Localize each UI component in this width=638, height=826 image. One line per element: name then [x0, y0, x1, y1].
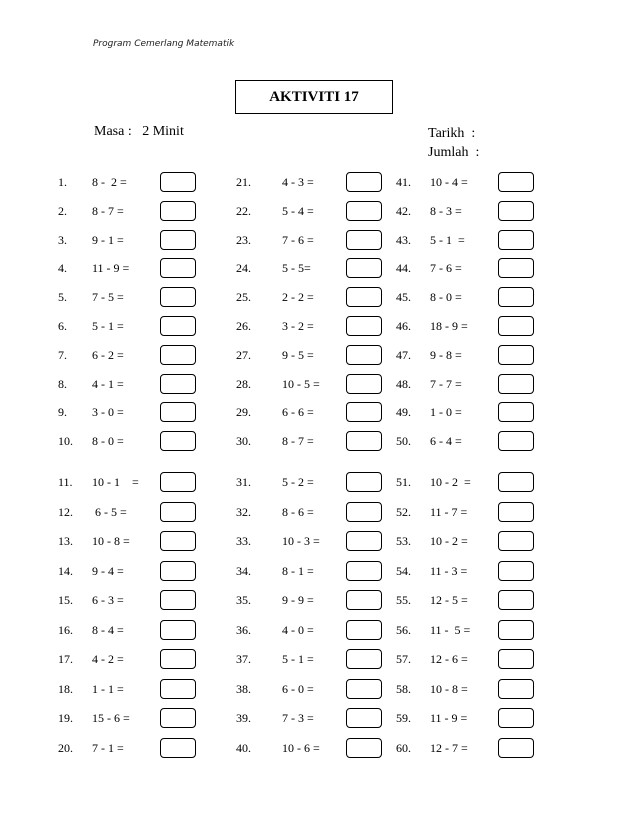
problem-number: 2.: [58, 203, 67, 218]
answer-box[interactable]: [346, 620, 382, 640]
problem-number: 29.: [236, 405, 251, 420]
problem-number: 54.: [396, 563, 411, 578]
answer-box[interactable]: [346, 708, 382, 728]
answer-box[interactable]: [498, 649, 534, 669]
problem-expression: 7 - 1 =: [92, 740, 124, 755]
answer-box[interactable]: [346, 590, 382, 610]
answer-box[interactable]: [346, 287, 382, 307]
problem-number: 53.: [396, 534, 411, 548]
problem-expression: 8 - 7 =: [92, 203, 124, 218]
page-title: AKTIVITI 17: [269, 88, 359, 105]
problem-number: 5.: [58, 290, 67, 305]
answer-box[interactable]: [160, 374, 196, 394]
problem-expression: 9 - 5 =: [282, 347, 314, 362]
problem-number: 39.: [236, 711, 251, 725]
answer-box[interactable]: [346, 531, 382, 551]
answer-box[interactable]: [160, 502, 196, 522]
problem-expression: 6 - 3 =: [92, 593, 124, 607]
problem-expression: 18 - 9 =: [430, 319, 468, 333]
answer-box[interactable]: [160, 679, 196, 699]
answer-box[interactable]: [498, 172, 534, 192]
answer-box[interactable]: [498, 679, 534, 699]
problem-expression: 9 - 8 =: [430, 347, 462, 362]
answer-box[interactable]: [498, 316, 534, 336]
answer-box[interactable]: [346, 374, 382, 394]
answer-box[interactable]: [160, 316, 196, 336]
problem-number: 25.: [236, 290, 251, 305]
problem-number: 15.: [58, 593, 73, 607]
answer-box[interactable]: [498, 287, 534, 307]
problem-number: 48.: [396, 376, 411, 391]
problem-number: 45.: [396, 290, 411, 305]
problem-number: 7.: [58, 347, 67, 362]
answer-box[interactable]: [498, 201, 534, 221]
answer-box[interactable]: [160, 472, 196, 492]
problem-expression: 2 - 2 =: [282, 290, 314, 305]
problem-expression: 4 - 2 =: [92, 652, 124, 666]
problem-expression: 11 - 3 =: [430, 563, 468, 578]
problem-number: 30.: [236, 434, 251, 449]
problem-number: 37.: [236, 652, 251, 666]
answer-box[interactable]: [346, 345, 382, 365]
problem-expression: 12 - 7 =: [430, 740, 468, 755]
problem-number: 3.: [58, 232, 67, 247]
problem-expression: 5 - 1 =: [430, 232, 465, 247]
problem-number: 56.: [396, 622, 411, 637]
problem-number: 51.: [396, 475, 411, 489]
problem-number: 23.: [236, 232, 251, 247]
problem-expression: 9 - 9 =: [282, 593, 314, 607]
problem-expression: 7 - 6 =: [430, 261, 462, 276]
problem-number: 44.: [396, 261, 411, 276]
problem-number: 18.: [58, 681, 73, 696]
problem-number: 8.: [58, 376, 67, 391]
problem-expression: 11 - 9 =: [430, 711, 468, 725]
answer-box[interactable]: [346, 316, 382, 336]
answer-box[interactable]: [346, 561, 382, 581]
problem-number: 19.: [58, 711, 73, 725]
problem-number: 24.: [236, 261, 251, 276]
problem-expression: 5 - 1 =: [282, 652, 314, 666]
problem-expression: 15 - 6 =: [92, 711, 130, 725]
problem-expression: 10 - 1 =: [92, 475, 139, 489]
answer-box[interactable]: [346, 230, 382, 250]
problem-expression: 4 - 0 =: [282, 622, 314, 637]
answer-box[interactable]: [160, 402, 196, 422]
problem-expression: 11 - 7 =: [430, 504, 468, 519]
problem-expression: 12 - 6 =: [430, 652, 468, 666]
problem-expression: 10 - 5 =: [282, 376, 320, 391]
problem-expression: 9 - 1 =: [92, 232, 124, 247]
problem-expression: 10 - 3 =: [282, 534, 320, 548]
problem-expression: 6 - 6 =: [282, 405, 314, 420]
problem-number: 4.: [58, 261, 67, 276]
problem-number: 13.: [58, 534, 73, 548]
problem-expression: 10 - 2 =: [430, 534, 468, 548]
answer-box[interactable]: [498, 345, 534, 365]
problem-number: 6.: [58, 319, 67, 333]
problem-expression: 5 - 4 =: [282, 203, 314, 218]
problem-number: 16.: [58, 622, 73, 637]
answer-box[interactable]: [160, 345, 196, 365]
problem-expression: 8 - 0 =: [92, 434, 124, 449]
problem-expression: 5 - 5=: [282, 261, 311, 276]
problem-number: 28.: [236, 376, 251, 391]
answer-box[interactable]: [346, 502, 382, 522]
problem-expression: 6 - 0 =: [282, 681, 314, 696]
problem-expression: 9 - 4 =: [92, 563, 124, 578]
program-header: Program Cemerlang Matematik: [93, 39, 235, 49]
problem-number: 33.: [236, 534, 251, 548]
answer-box[interactable]: [160, 172, 196, 192]
problem-expression: 10 - 8 =: [430, 681, 468, 696]
problem-number: 21.: [236, 175, 251, 189]
problem-number: 49.: [396, 405, 411, 420]
date-label: Tarikh :: [428, 126, 476, 141]
answer-box[interactable]: [498, 531, 534, 551]
answer-box[interactable]: [160, 561, 196, 581]
problem-expression: 5 - 2 =: [282, 475, 314, 489]
problem-number: 43.: [396, 232, 411, 247]
problem-number: 22.: [236, 203, 251, 218]
problem-expression: 3 - 0 =: [92, 405, 124, 420]
problem-expression: 11 - 5 =: [430, 622, 471, 637]
answer-box[interactable]: [160, 738, 196, 758]
problem-expression: 3 - 2 =: [282, 319, 314, 333]
problem-number: 17.: [58, 652, 73, 666]
problem-expression: 7 - 7 =: [430, 376, 462, 391]
problem-expression: 11 - 9 =: [92, 261, 130, 276]
answer-box[interactable]: [346, 649, 382, 669]
problem-number: 58.: [396, 681, 411, 696]
problem-number: 20.: [58, 740, 73, 755]
problem-expression: 6 - 2 =: [92, 347, 124, 362]
problem-expression: 6 - 4 =: [430, 434, 462, 449]
answer-box[interactable]: [498, 472, 534, 492]
problem-expression: 10 - 6 =: [282, 740, 320, 755]
answer-box[interactable]: [498, 738, 534, 758]
answer-box[interactable]: [346, 201, 382, 221]
answer-box[interactable]: [160, 431, 196, 451]
problem-number: 1.: [58, 175, 67, 189]
problem-number: 60.: [396, 740, 411, 755]
problem-number: 34.: [236, 563, 251, 578]
answer-box[interactable]: [160, 201, 196, 221]
answer-box[interactable]: [160, 258, 196, 278]
problem-number: 59.: [396, 711, 411, 725]
problem-expression: 6 - 5 =: [92, 504, 127, 519]
problem-expression: 4 - 1 =: [92, 376, 124, 391]
time-limit-label: Masa : 2 Minit: [94, 124, 184, 139]
answer-box[interactable]: [498, 708, 534, 728]
problem-expression: 7 - 6 =: [282, 232, 314, 247]
problem-number: 11.: [58, 475, 73, 489]
problem-expression: 7 - 5 =: [92, 290, 124, 305]
problem-number: 27.: [236, 347, 251, 362]
answer-box[interactable]: [498, 590, 534, 610]
answer-box[interactable]: [498, 258, 534, 278]
problem-expression: 10 - 4 =: [430, 175, 468, 189]
answer-box[interactable]: [498, 431, 534, 451]
problem-number: 50.: [396, 434, 411, 449]
answer-box[interactable]: [160, 708, 196, 728]
problem-number: 31.: [236, 475, 251, 489]
problem-number: 46.: [396, 319, 411, 333]
problem-expression: 10 - 8 =: [92, 534, 130, 548]
problem-number: 38.: [236, 681, 251, 696]
problem-number: 9.: [58, 405, 67, 420]
answer-box[interactable]: [160, 620, 196, 640]
answer-box[interactable]: [346, 402, 382, 422]
problem-expression: 8 - 2 =: [92, 175, 127, 189]
problem-expression: 8 - 4 =: [92, 622, 124, 637]
answer-box[interactable]: [160, 531, 196, 551]
answer-box[interactable]: [498, 620, 534, 640]
answer-box[interactable]: [346, 679, 382, 699]
answer-box[interactable]: [160, 590, 196, 610]
answer-box[interactable]: [346, 738, 382, 758]
problem-number: 41.: [396, 175, 411, 189]
problem-number: 35.: [236, 593, 251, 607]
problem-expression: 10 - 2 =: [430, 475, 471, 489]
answer-box[interactable]: [346, 172, 382, 192]
problem-number: 10.: [58, 434, 73, 449]
answer-box[interactable]: [346, 472, 382, 492]
answer-box[interactable]: [498, 374, 534, 394]
problem-expression: 8 - 1 =: [282, 563, 314, 578]
total-label: Jumlah :: [428, 145, 480, 160]
answer-box[interactable]: [160, 287, 196, 307]
problem-number: 12.: [58, 504, 73, 519]
problem-number: 14.: [58, 563, 73, 578]
problem-expression: 7 - 3 =: [282, 711, 314, 725]
problem-number: 36.: [236, 622, 251, 637]
answer-box[interactable]: [498, 402, 534, 422]
problem-expression: 5 - 1 =: [92, 319, 124, 333]
problem-number: 52.: [396, 504, 411, 519]
problem-expression: 8 - 3 =: [430, 203, 462, 218]
problem-expression: 12 - 5 =: [430, 593, 468, 607]
problem-expression: 8 - 7 =: [282, 434, 314, 449]
problem-expression: 1 - 1 =: [92, 681, 124, 696]
problem-expression: 1 - 0 =: [430, 405, 462, 420]
problem-number: 26.: [236, 319, 251, 333]
problem-number: 32.: [236, 504, 251, 519]
problem-expression: 4 - 3 =: [282, 175, 314, 189]
problem-number: 42.: [396, 203, 411, 218]
problem-expression: 8 - 0 =: [430, 290, 462, 305]
problem-number: 47.: [396, 347, 411, 362]
problem-expression: 8 - 6 =: [282, 504, 314, 519]
answer-box[interactable]: [498, 561, 534, 581]
problem-number: 57.: [396, 652, 411, 666]
answer-box[interactable]: [160, 230, 196, 250]
answer-box[interactable]: [346, 431, 382, 451]
answer-box[interactable]: [498, 230, 534, 250]
answer-box[interactable]: [498, 502, 534, 522]
answer-box[interactable]: [160, 649, 196, 669]
problem-number: 40.: [236, 740, 251, 755]
answer-box[interactable]: [346, 258, 382, 278]
problem-number: 55.: [396, 593, 411, 607]
